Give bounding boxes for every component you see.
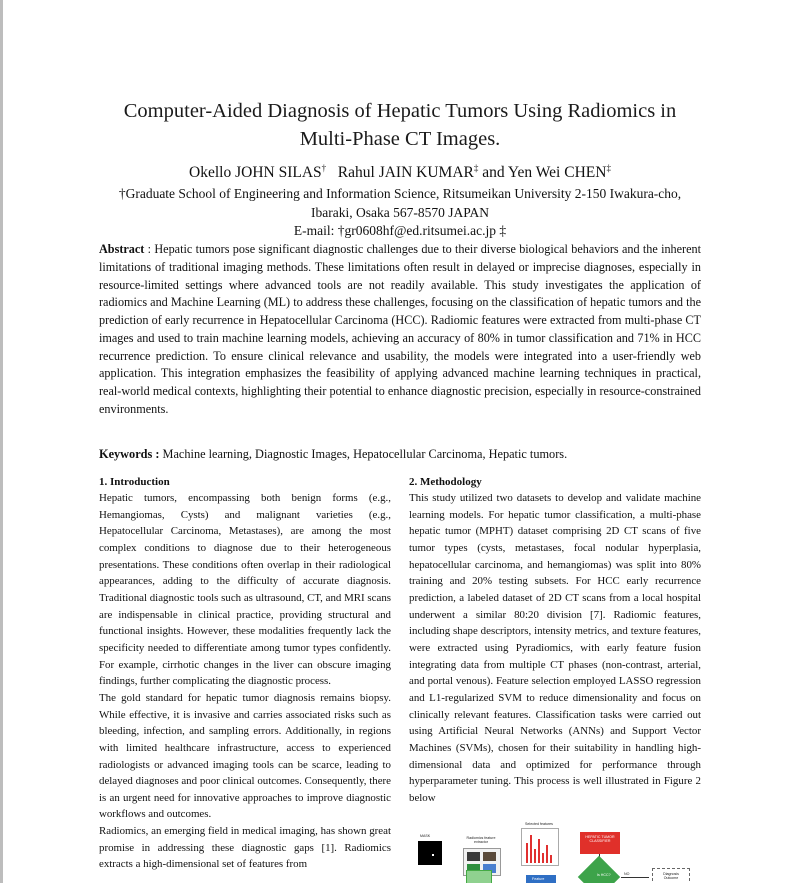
selected-features-chart [521,828,559,866]
affiliation [90,185,710,241]
figure-2-pipeline [409,819,701,883]
affiliation-email: E-mail: †gr0608hf@ed.ritsumei.ac.jp ‡ [293,223,507,238]
author-1: Okello JOHN SILAS [189,164,322,181]
keywords-label: Keywords : [99,447,160,461]
introduction-heading: 1. Introduction [99,476,170,488]
author-2-mark: ‡ [473,163,479,173]
methodology-section [409,474,701,806]
title-line-1: Computer-Aided Diagnosis of Hepatic Tumors Using Radiomics in [123,100,677,122]
feature-block [526,875,556,883]
hcc-decision [578,856,620,883]
abstract-text: : Hepatic tumors pose significant diagnostic challenges due to their diverse biological behaviors and the inherent limitations of traditional imaging methods. These limitations often result in delayed or imprecise diagnoses, especially in resource-limited settings where advanced tools are not readily available. This study investigates the application of radiomics and Machine Learning (ML) to address these challenges, focusing on the classification of hepatic tumors and the prediction of early recurrence in Hepatocellular Carcinoma (HCC). Radiomic features were extracted from multi-phase CT images and used to train machine learning models, achieving an accuracy of 80% in tumor classification and 71% in HCC recurrence prediction. To ensure clinical relevance and usability, the models were integrated into a user-friendly web application. This integration emphasizes the feasibility of applying advanced machine learning techniques in practical, real-world medical contexts, highlighting their potential to enhance diagnostic precision, especially in resource-constrained environments. [99,242,701,416]
figure-feature-label: Feature [532,877,545,881]
mask-image [418,841,442,865]
paper-title [90,97,710,153]
methodology-heading: 2. Methodology [409,476,482,488]
figure-selected-label: Selected features [525,822,553,826]
outcome-box [652,868,690,883]
figure-classifier-label: HEPATIC TUMOR CLASSIFIER [585,835,615,843]
keywords [99,446,701,463]
affiliation-line-1: †Graduate School of Engineering and Information Science, Ritsumeikan University 2-150 Iwakura-cho, [118,186,682,201]
author-3-mark: ‡ [606,163,611,173]
figure-no-label: NO [624,872,630,876]
page-edge [0,0,3,883]
figure-hcc-label: Is HCC? [597,873,611,877]
author-list [90,158,710,183]
affiliation-line-2: Ibaraki, Osaka 567-8570 JAPAN [311,204,489,220]
no-arrow [621,877,649,878]
figure-extractor-label: Radiomics feature extractor [466,836,496,844]
author-3: and Yen Wei CHEN [482,164,607,181]
introduction-paragraph-2: The gold standard for hepatic tumor diagnosis remains biopsy. While effective, it is invasive and carries associated risks such as bleeding, infection, and sampling errors. Additionally, in regions with limited healthcare infrastructure, access to experienced radiologists or advanced imaging tools can be scarce, leading to delayed diagnoses and poor clinical outcomes. Consequently, there is an urgent need for innovative approaches to improve diagnostic workflows and outcomes. [99,691,391,821]
introduction-paragraph-1: Hepatic tumors, encompassing both benign forms (e.g., Hemangiomas, Cysts) and malignant varieties (e.g., Hepatocellular Carcinoma, Metastases), are among the most complex conditions to diagnose due to their heterogeneous presentations. These conditions often overlap in their radiological appearances, adding to the difficulty of accurate diagnosis. Traditional diagnostic tools such as ultrasound, CT, and MRI scans are indispensable in clinical practice, providing structural and functional insights. However, these modalities frequently lack the specificity needed to differentiate among tumor types confidently. For example, cirrhotic changes in the liver can obscure imaging findings, further complicating the diagnostic process. [99,492,391,688]
introduction-section [99,474,391,873]
figure-mask-label: MASK [420,834,431,838]
abstract-label: Abstract [99,242,145,256]
keywords-text: Machine learning, Diagnostic Images, Hepatocellular Carcinoma, Hepatic tumors. [159,447,568,461]
feature-table [466,870,492,883]
figure-outcome-label: Diagnosis Outcome [663,872,679,880]
author-1-mark: † [321,163,327,173]
introduction-paragraph-3: Radiomics, an emerging field in medical imaging, has shown great promise in addressing these diagnostic gaps [1]. Radiomics extracts a high-dimensional set of features from [99,825,391,871]
title-line-2: Multi-Phase CT Images. [299,128,501,150]
abstract [99,241,701,419]
methodology-paragraph-1: This study utilized two datasets to develop and validate machine learning models. For hepatic tumor classification, a multi-phase hepatic tumor (MPHT) dataset comprising 2D CT scans of five tumor types (cysts, metastases, focal nodular hyperplasia, hepatocellular carcinoma, and hemangiomas) was split into 80% training and 20% testing subsets. For HCC early recurrence prediction, a labeled dataset of 2D CT scans from a local hospital underwent a similar 80:20 division [7]. Radiomic features, including shape descriptors, intensity metrics, and texture features, were extracted using Pyradiomics, with early feature fusion integrating data from multiple CT phases (non-contrast, arterial, and portal venous). Feature selection employed LASSO regression and L1-regularized SVM to reduce dimensionality and focus on clinically relevant features. Classification tasks were carried out using Artificial Neural Networks (ANNs) and Support Vector Machines (SVMs), chosen for their suitability in handling high-dimensional data and optimized for performance through hyperparameter tuning. This process is well illustrated in Figure 2 below [409,492,701,804]
author-2: Rahul JAIN KUMAR [337,164,474,181]
classifier-block [580,832,620,854]
